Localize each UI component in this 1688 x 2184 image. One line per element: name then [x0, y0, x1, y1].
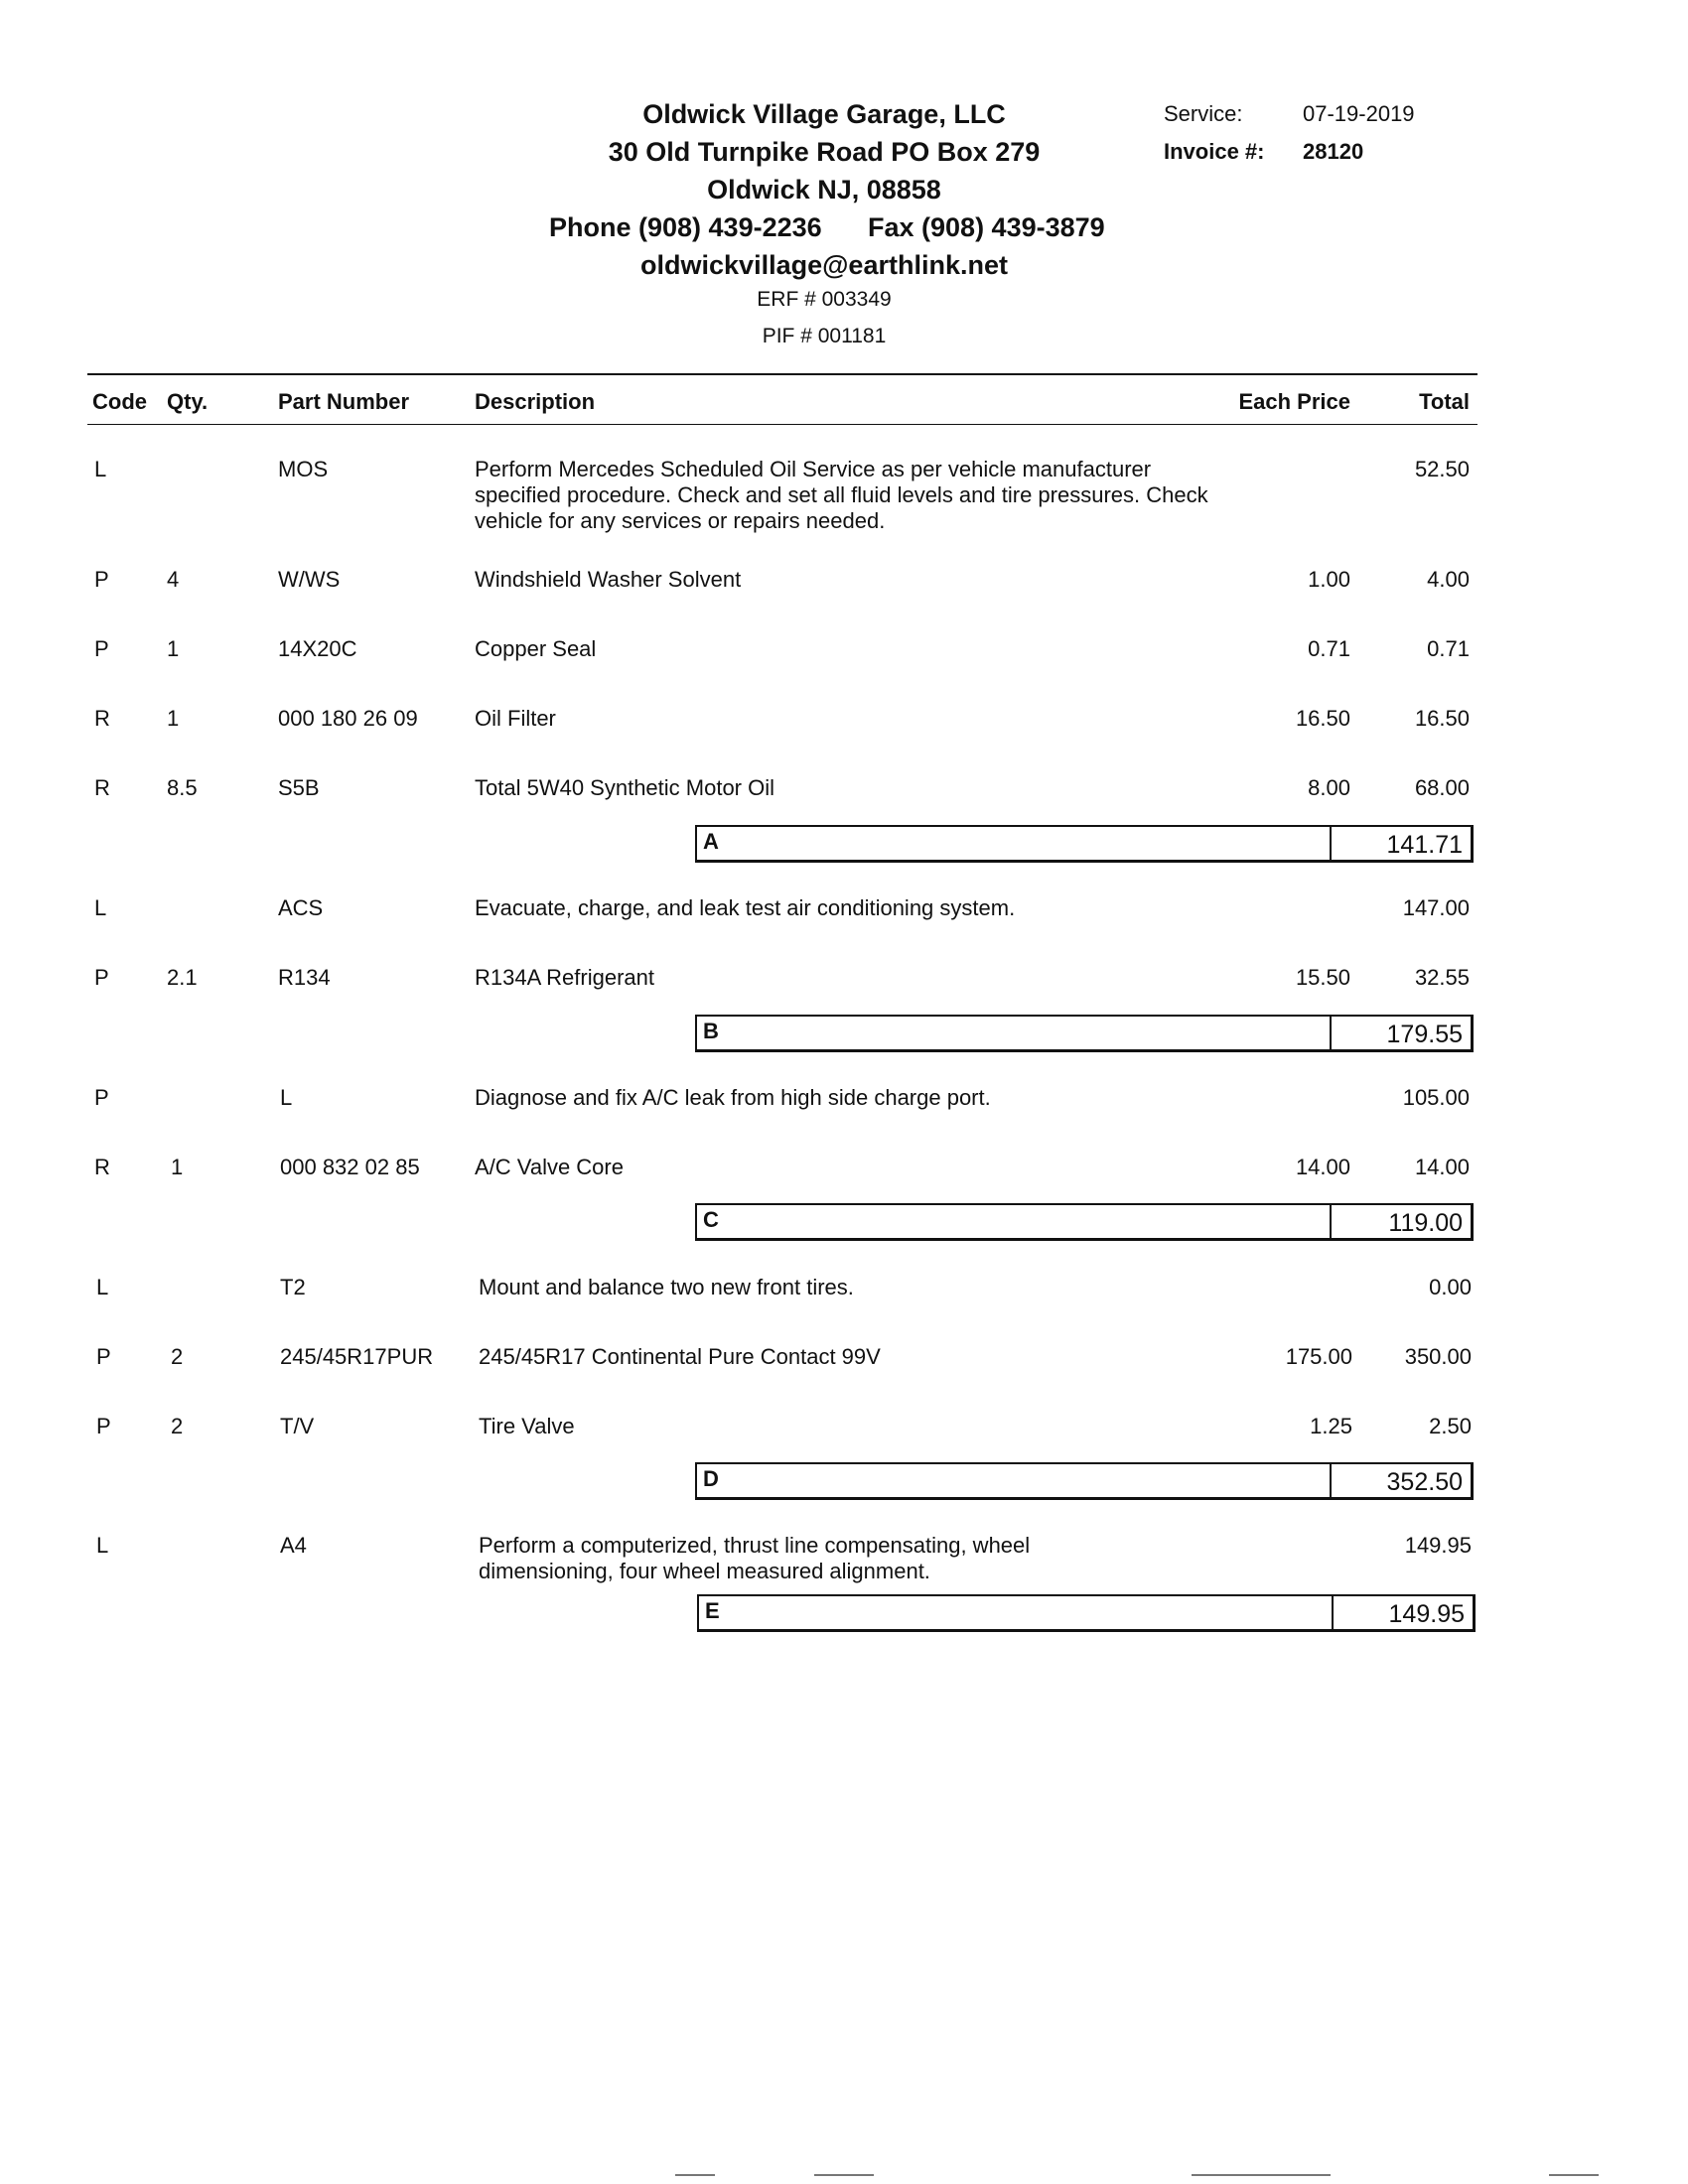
subtotal-box-c [695, 1203, 1474, 1241]
column-header-each-price: Each Price [1238, 389, 1350, 414]
item-total: 32.55 [1414, 965, 1470, 990]
item-qty: 1 [167, 706, 180, 731]
item-description: Evacuate, charge, and leak test air conditioning system. [475, 895, 1016, 920]
table-top-rule [87, 373, 1477, 375]
item-total: 147.00 [1402, 895, 1470, 920]
column-header-part-number: Part Number [278, 389, 410, 414]
item-code: R [94, 706, 110, 731]
item-part-number: 000 180 26 09 [278, 706, 418, 731]
item-total: 105.00 [1402, 1085, 1470, 1110]
erf-number: ERF # 003349 [757, 288, 892, 311]
item-total: 2.50 [1429, 1414, 1472, 1438]
item-total: 4.00 [1427, 567, 1470, 592]
item-qty: 8.5 [167, 775, 198, 800]
item-description: Perform a computerized, thrust line compensating, wheel dimensioning, four wheel measured alignment. [479, 1533, 1031, 1583]
item-total: 0.71 [1427, 636, 1470, 661]
item-part-number: MOS [278, 457, 329, 481]
item-code: P [94, 567, 109, 592]
pif-number: PIF # 001181 [762, 325, 887, 347]
item-part-number: ACS [278, 895, 324, 920]
item-part-number: L [280, 1085, 293, 1110]
item-total: 68.00 [1414, 775, 1470, 800]
item-code: L [96, 1533, 109, 1558]
column-header-qty: Qty. [167, 389, 209, 414]
item-part-number: R134 [278, 965, 331, 990]
item-code: R [94, 1155, 110, 1179]
item-qty: 1 [167, 636, 180, 661]
column-header-code: Code [92, 389, 147, 414]
scan-artifact [814, 2174, 874, 2176]
item-description: Oil Filter [475, 706, 556, 731]
item-each-price: 175.00 [1285, 1344, 1352, 1369]
scan-artifact [1192, 2174, 1331, 2176]
item-code: P [96, 1414, 111, 1438]
subtotal-divider [1330, 1205, 1332, 1238]
invoice-number: 28120 [1303, 139, 1364, 164]
item-each-price: 14.00 [1295, 1155, 1350, 1179]
item-part-number: T2 [280, 1275, 306, 1299]
scan-artifact [675, 2174, 715, 2176]
column-header-total: Total [1419, 389, 1470, 414]
item-description: Copper Seal [475, 636, 597, 661]
item-part-number: 14X20C [278, 636, 357, 661]
item-description: Diagnose and fix A/C leak from high side charge port. [475, 1085, 991, 1110]
item-code: P [94, 965, 109, 990]
subtotal-label: D [703, 1466, 719, 1491]
subtotal-label: A [703, 829, 719, 854]
item-qty: 2 [171, 1344, 184, 1369]
item-description: Total 5W40 Synthetic Motor Oil [475, 775, 775, 800]
item-description: Mount and balance two new front tires. [479, 1275, 854, 1299]
item-total: 52.50 [1414, 457, 1470, 481]
subtotal-amount: 141.71 [1386, 831, 1463, 859]
scan-artifact [1549, 2174, 1599, 2176]
item-total: 16.50 [1414, 706, 1470, 731]
item-part-number: T/V [280, 1414, 315, 1438]
item-code: L [94, 457, 107, 481]
item-each-price: 1.00 [1308, 567, 1350, 592]
subtotal-amount: 149.95 [1388, 1600, 1465, 1628]
company-fax: Fax (908) 439-3879 [868, 212, 1105, 242]
item-code: P [94, 636, 109, 661]
company-address-line1: 30 Old Turnpike Road PO Box 279 [608, 137, 1041, 167]
item-qty: 4 [167, 567, 180, 592]
item-description: Windshield Washer Solvent [475, 567, 742, 592]
subtotal-divider [1330, 1464, 1332, 1497]
item-total: 350.00 [1404, 1344, 1472, 1369]
item-description: R134A Refrigerant [475, 965, 654, 990]
item-description: 245/45R17 Continental Pure Contact 99V [479, 1344, 881, 1369]
subtotal-amount: 119.00 [1388, 1209, 1463, 1237]
column-header-description: Description [475, 389, 596, 414]
subtotal-divider [1330, 1017, 1332, 1049]
subtotal-box-d [695, 1462, 1474, 1500]
item-code: R [94, 775, 110, 800]
item-code: P [96, 1344, 111, 1369]
subtotal-amount: 352.50 [1386, 1468, 1463, 1496]
subtotal-divider [1330, 827, 1332, 860]
item-code: L [94, 895, 107, 920]
item-each-price: 8.00 [1308, 775, 1350, 800]
item-description: A/C Valve Core [475, 1155, 624, 1179]
item-each-price: 0.71 [1308, 636, 1350, 661]
item-part-number: W/WS [278, 567, 341, 592]
subtotal-label: E [705, 1598, 720, 1623]
subtotal-label: C [703, 1207, 719, 1232]
item-each-price: 16.50 [1295, 706, 1350, 731]
item-description: Perform Mercedes Scheduled Oil Service as per vehicle manufacturer specified procedure. Check and set all fluid levels and tire pressures. Check vehicle for any services or repairs needed. [475, 457, 1208, 533]
invoice-label: Invoice #: [1164, 139, 1265, 164]
item-part-number: S5B [278, 775, 320, 800]
item-description: Tire Valve [479, 1414, 575, 1438]
item-qty: 2 [171, 1414, 184, 1438]
subtotal-box-e [697, 1594, 1476, 1632]
item-qty: 2.1 [167, 965, 198, 990]
item-part-number: 245/45R17PUR [280, 1344, 434, 1369]
service-label: Service: [1164, 101, 1243, 126]
company-phone: Phone (908) 439-2236 [549, 212, 822, 242]
item-each-price: 15.50 [1295, 965, 1350, 990]
item-total: 149.95 [1404, 1533, 1472, 1558]
item-code: L [96, 1275, 109, 1299]
subtotal-divider [1332, 1596, 1334, 1629]
item-qty: 1 [171, 1155, 184, 1179]
company-email: oldwickvillage@earthlink.net [640, 250, 1008, 280]
item-part-number: 000 832 02 85 [280, 1155, 420, 1179]
subtotal-box-b [695, 1015, 1474, 1052]
company-address-line2: Oldwick NJ, 08858 [707, 175, 941, 205]
service-date: 07-19-2019 [1303, 101, 1415, 126]
subtotal-box-a [695, 825, 1474, 863]
company-name: Oldwick Village Garage, LLC [642, 99, 1006, 129]
item-total: 0.00 [1429, 1275, 1472, 1299]
item-each-price: 1.25 [1310, 1414, 1352, 1438]
table-header-rule [87, 424, 1477, 425]
subtotal-amount: 179.55 [1386, 1021, 1463, 1048]
item-code: P [94, 1085, 109, 1110]
item-part-number: A4 [280, 1533, 307, 1558]
subtotal-label: B [703, 1019, 719, 1043]
item-total: 14.00 [1414, 1155, 1470, 1179]
